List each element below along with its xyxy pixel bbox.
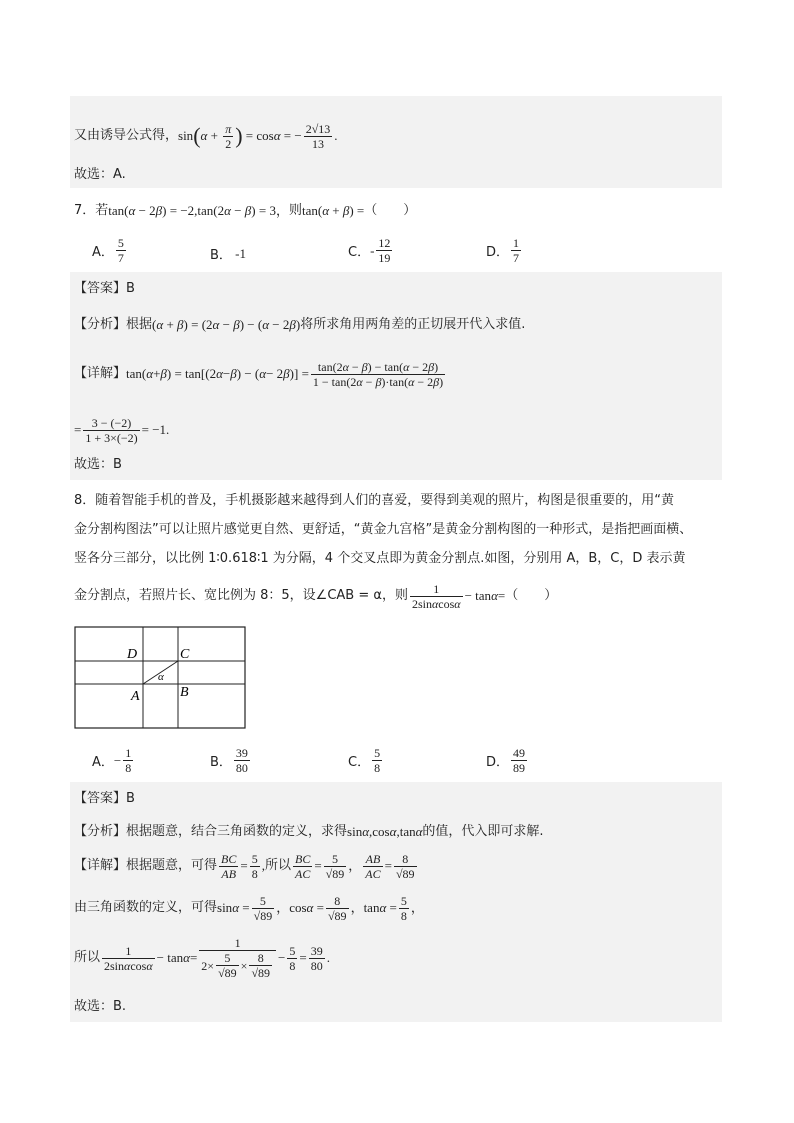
def-prefix: 由三角函数的定义，可得 [74, 900, 218, 915]
q8-detail-f1: $\frac{BC}{AB}$ = $\frac{5}{8}$ , [221, 851, 265, 881]
so-text: 所以 [74, 950, 101, 965]
q8-line-4 [74, 578, 557, 614]
analysis-suffix: 的值，代入即可求解. [422, 824, 544, 839]
minus-sign: − [113, 752, 122, 768]
label-b: B [180, 685, 189, 700]
q7-option-b[interactable] [210, 244, 246, 263]
q7-option-d[interactable] [486, 236, 523, 265]
option-label: D． [486, 245, 510, 260]
q8-option-b-value: $\frac{39}{80}$ [235, 746, 248, 775]
label-alpha: α [158, 671, 164, 683]
q7-blank: （ ） [364, 203, 417, 218]
option-label: D． [486, 755, 510, 770]
intro-line [74, 116, 338, 156]
q8-option-d[interactable] [486, 746, 529, 775]
q7-option-c-value: $\frac{12}{19}$ [378, 236, 391, 265]
q7-final: 故选：B [74, 457, 122, 472]
q8-analysis [74, 822, 544, 842]
label-c: C [180, 647, 190, 662]
detail-label: 【详解】 [74, 858, 127, 873]
q7-ask: tan(α + β) = [301, 203, 365, 218]
q7-option-c[interactable] [348, 236, 394, 265]
q8-line-4-formula: $\frac{1}{2\sin\alpha\cos\alpha}$ − tan α = [411, 581, 506, 611]
analysis-suffix: 将所求角用两角差的正切展开代入求值. [300, 317, 526, 332]
golden-grid-figure [74, 626, 248, 732]
q8-def-line [74, 888, 424, 928]
q8-final: 故选：B. [74, 999, 127, 1014]
q7-detail-2-formula: = $\frac{3 - (-2)}{1 + 3\times(-2)}$ = −1. [74, 415, 170, 445]
answer-line-1: 故选：A. [74, 167, 126, 182]
detail-label: 【详解】 [74, 366, 127, 381]
q8-final-formula: $\frac{1}{2\sin\alpha\cos\alpha}$ − tan α = 1 2× $\frac{5}{√89}$ × $\frac{8}{√89}$ − $\frac{5}{8}$ = $\frac{39}{80}$ . [104, 936, 330, 980]
detail-prefix: 根据题意，可得 [126, 858, 218, 873]
q8-line-1: 8．随着智能手机的普及，手机摄影越来越得到人们的喜爱，要得到美观的照片，构图是很重要的，用“黄 [74, 493, 675, 508]
q8-option-a[interactable] [92, 746, 135, 775]
q8-line-4-text: 金分割点，若照片长、宽比例为 8：5，设∠CAB = α，则 [74, 588, 408, 603]
option-label: A． [92, 755, 114, 770]
q7-answer: 【答案】B [74, 281, 135, 296]
minus-sign: - [370, 242, 375, 258]
q8-detail [74, 846, 419, 886]
option-label: A． [92, 245, 114, 260]
label-d: D [127, 647, 138, 662]
q8-option-b[interactable] [210, 746, 252, 775]
q8-answer: 【答案】B [74, 791, 135, 806]
q8-final-calc [74, 930, 330, 986]
q7-detail-formula: tan( α + β ) = tan[(2 α − β ) − ( α − 2 β )] = $\frac{\tan(2\alpha - \beta) - \tan(\alpha - 2\beta)}{1 - \tan(2\alpha - \beta)\cdot\tan(\alpha - 2\beta)}$ [126, 359, 444, 389]
analysis-prefix: 根据 [126, 317, 153, 332]
option-label: B． [210, 755, 232, 770]
q7-ask-prefix: 则 [288, 203, 302, 218]
analysis-label: 【分析】 [74, 317, 127, 332]
q7-detail [74, 354, 447, 394]
option-label: C． [348, 755, 371, 770]
q8-option-c[interactable] [348, 746, 384, 775]
q8-analysis-formula: sinα,cosα,tanα [347, 824, 423, 839]
intro-text: 又由诱导公式得， [74, 128, 179, 143]
q8-option-a-value: $\frac{1}{8}$ [125, 746, 132, 775]
q8-def-formula: sin α = $\frac{5}{√89}$ ，cos α = $\frac{8}{√89}$ ，tan α = $\frac{5}{8}$ ， [217, 893, 424, 923]
analysis-prefix: 根据题意，结合三角函数的定义，求得 [126, 824, 348, 839]
q7-option-b-value: -1 [231, 245, 247, 261]
q8-line-3: 竖各分三部分，以比例 1∶0.618∶1 为分隔，4 个交叉点即为黄金分割点.如图，分别用 A，B，C，D 表示黄 [74, 551, 686, 566]
q7-number: 7．若 [74, 203, 109, 218]
q7-detail-2 [74, 410, 169, 450]
q8-blank: （ ） [505, 588, 558, 603]
q7-given-1: tan(α − 2β) = −2, [108, 203, 198, 218]
q7-option-a[interactable] [92, 236, 128, 265]
q8-option-c-value: $\frac{5}{8}$ [374, 746, 381, 775]
q8-detail-f2: $\frac{BC}{AC}$ = $\frac{5}{√89}$ ， $\frac{AB}{AC}$ = $\frac{8}{√89}$ [294, 851, 415, 881]
label-a: A [131, 689, 140, 704]
q7-stem [74, 200, 416, 222]
q7-analysis [74, 314, 525, 336]
option-label: C． [348, 245, 371, 260]
q8-option-d-value: $\frac{49}{89}$ [513, 746, 526, 775]
detail-mid: 所以 [264, 858, 291, 873]
q7-given-2: tan(2α − β) = 3， [197, 203, 289, 218]
intro-formula: sin ( α + $\frac{\pi}{2}$ ) = cos α = − $\frac{2√13}{13}$ . [178, 121, 338, 151]
q7-option-d-value: $\frac{1}{7}$ [513, 236, 520, 265]
analysis-label: 【分析】 [74, 824, 127, 839]
q7-option-a-value: $\frac{5}{7}$ [117, 236, 124, 265]
q8-line-2: 金分割构图法”可以让照片感觉更自然、更舒适，“黄金九宫格”是黄金分割构图的一种形式，是指把画面横、 [74, 522, 693, 537]
option-label: B． [210, 248, 232, 263]
q7-analysis-formula: (α + β) = (2α − β) − (α − 2β) [152, 317, 301, 332]
